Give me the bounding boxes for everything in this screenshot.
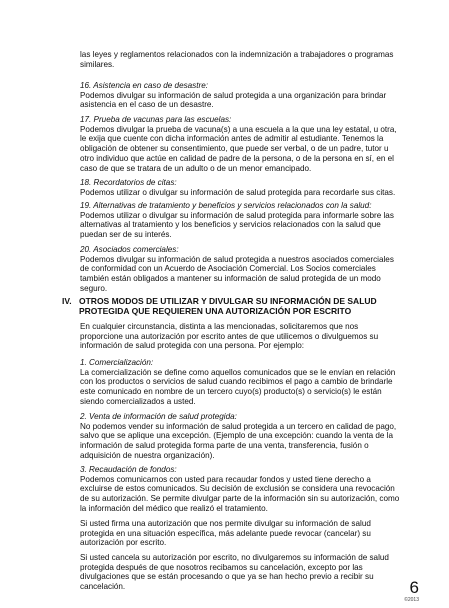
item-20 [80, 245, 402, 294]
section-iv-item-1 [80, 358, 402, 407]
item-body: Podemos divulgar la prueba de vacuna(s) a una escuela a la que una ley estatal, u otra, le exija que cuente con dicha información antes de admitir al estudiante. Tenemos la obligación de obtener su consentimiento, que puede ser verbal, o de un padre, tutor u otro individuo que actúe en calidad de padre de la persona, o de la persona en sí, en el caso de que se tratara de un adulto o de un menor emancipado. [80, 124, 397, 173]
section-title-line2: PROTEGIDA QUE REQUIEREN UNA AUTORIZACIÓN POR ESCRITO [79, 306, 352, 317]
item-17 [80, 115, 402, 173]
section-iv-item-3 [80, 465, 402, 514]
item-body: Podemos divulgar su información de salud protegida a una organización para brindar asistencia en el caso de un desastre. [80, 90, 387, 110]
section-number: IV. [62, 296, 72, 306]
item-body: La comercialización se define como aquellos comunicados que se le envían en relación con los productos o servicios de salud cuando recibimos el pago a cambio de brindarle este comunicado en nombre de un tercero cuyo(s) producto(s) o servicio(s) le están siendo comercializados a usted. [80, 367, 396, 406]
section-iv-intro [80, 322, 402, 351]
item-body: No podemos vender su información de salud protegida a un tercero en calidad de pago, salvo que se aplique una excepción. (Ejemplo de una excepción: cuando la venta de la información de salud protegida forma parte de una venta, transferencia, fusión o adquisición de nuestra organización). [80, 421, 397, 460]
section-iv-paragraph-2 [80, 553, 402, 592]
item-body: Podemos utilizar o divulgar su información de salud protegida para informarle sobre las alternativas al tratamiento y los beneficios y servicios relacionados con la salud que puedan ser de su interés. [80, 210, 394, 240]
paragraph-text: Si usted firma una autorización que nos permite divulgar su información de salud protegida en una situación específica, más adelante puede revocar (cancelar) su autorización por escrito. [80, 519, 371, 548]
item-heading: 3. Recaudación de fondos: [80, 465, 177, 474]
section-intro-text: En cualquier circunstancia, distinta a las mencionadas, solicitaremos que nos proporcione una autorización por escrito antes de que utilicemos o divulguemos su información de salud protegida con una persona. Por ejemplo: [80, 322, 379, 351]
item-body: Podemos divulgar su información de salud protegida a nuestros asociados comerciales de conformidad con un Acuerdo de Asociación Comercial. Los Socios comerciales también están obligados a mantener su información de salud protegida de un modo seguro. [80, 254, 394, 293]
page-number: 6 [409, 578, 419, 597]
item-body: Podemos comunicarnos con usted para recaudar fondos y usted tiene derecho a excluirse de estos comunicados. Su decisión de exclusión se considera una revocación de su autorización. Se permite divulgar parte de la información sin su autorización, como la información del médico que realizó el tratamiento. [80, 474, 400, 513]
intro-text: las leyes y reglamentos relacionados con la indemnización a trabajadores o programas similares. [80, 50, 394, 69]
item-18 [80, 178, 402, 197]
item-heading: 20. Asociados comerciales: [80, 245, 179, 254]
paragraph-text: Si usted cancela su autorización por escrito, no divulgaremos su información de salud protegida después de que nosotros recibamos su cancelación, excepto por las divulgaciones que se están procesando o que ya se han hecho previo a recibir su cancelación. [80, 553, 389, 592]
item-heading: 17. Prueba de vacunas para las escuelas: [80, 115, 232, 124]
item-heading: 1. Comercialización: [80, 358, 154, 367]
item-19 [80, 201, 402, 240]
section-iv-title [62, 296, 402, 317]
item-heading: 18. Recordatorios de citas: [80, 178, 177, 187]
section-title-line1: OTROS MODOS DE UTILIZAR Y DIVULGAR SU INFORMACIÓN DE SALUD [79, 296, 377, 306]
intro-paragraph [80, 50, 402, 69]
item-16 [80, 81, 402, 110]
section-iv-paragraph-1 [80, 519, 402, 548]
item-heading: 19. Alternativas de tratamiento y beneficios y servicios relacionados con la salud: [80, 201, 372, 210]
item-heading: 2. Venta de información de salud protegida: [80, 412, 237, 421]
item-body: Podemos utilizar o divulgar su información de salud protegida para recordarle sus citas. [80, 187, 396, 197]
item-heading: 16. Asistencia en caso de desastre: [80, 81, 208, 90]
copyright-mark: ©2013 [404, 597, 419, 603]
section-iv-item-2 [80, 412, 402, 461]
